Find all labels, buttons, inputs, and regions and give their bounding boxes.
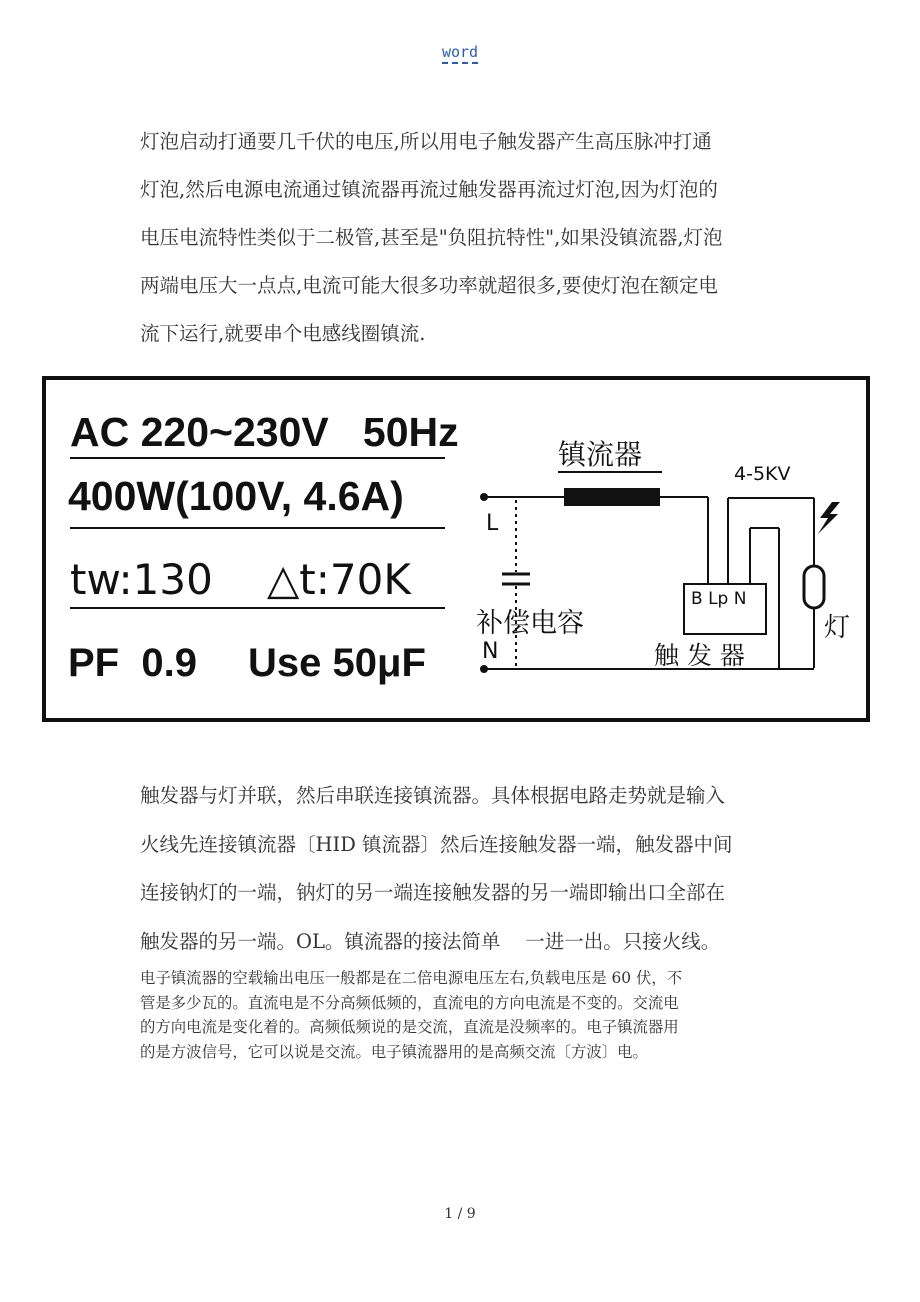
paragraph-2 — [140, 772, 800, 966]
ballast-label: 镇流器 — [558, 438, 643, 471]
terminal-n-label: N — [482, 639, 499, 664]
paragraph-line: 两端电压大一点点,电流可能大很多功率就超很多,要使灯泡在额定电 — [140, 274, 718, 297]
ballast-coil — [564, 488, 660, 506]
spec-pf: PF 0.9 — [68, 641, 197, 685]
paragraph-line: 触发器与灯并联，然后串联连接镇流器。具体根据电路走势就是输入 — [140, 784, 726, 807]
spec-tw: tw:130 — [70, 555, 213, 604]
paragraph-line: 的是方波信号，它可以说是交流。电子镇流器用的是高频交流〔方波〕电。 — [140, 1042, 648, 1061]
voltage-label: 4-5KV — [734, 463, 791, 485]
capacitor-label: 补偿电容 — [476, 608, 584, 639]
header-link[interactable]: word — [442, 43, 478, 64]
lamp-icon — [804, 566, 824, 608]
paragraph-line: 电子镇流器的空载输出电压一般都是在二倍电源电压左右,负载电压是 60 伏，不 — [140, 969, 683, 987]
paragraph-line: 管是多少瓦的。直流电是不分高频低频的，直流电的方向电流是不变的。交流电 — [140, 993, 679, 1012]
spec-power: 400W(100V, 4.6A) — [68, 473, 404, 519]
paragraph-line: 灯泡启动打通要几千伏的电压,所以用电子触发器产生高压脉冲打通 — [140, 130, 712, 153]
paragraph-line: 流下运行,就要串个电感线圈镇流. — [140, 322, 426, 345]
paragraph-1 — [140, 118, 785, 358]
igniter-terminals: B Lp N — [691, 589, 747, 609]
lightning-icon — [818, 502, 840, 534]
paragraph-line: 火线先连接镇流器〔HID 镇流器〕然后连接触发器一端，触发器中间 — [140, 832, 733, 856]
page-header — [0, 42, 920, 61]
paragraph-line: 灯泡,然后电源电流通过镇流器再流过触发器再流过灯泡,因为灯泡的 — [140, 178, 718, 201]
paragraph-line: 触发器的另一端。OL。镇流器的接法简单 一进一出。只接火线。 — [140, 929, 721, 953]
page-number: 1 / 9 — [444, 1206, 476, 1222]
lamp-label: 灯 — [824, 613, 851, 643]
spec-voltage-frequency: AC 220~230V 50Hz — [70, 409, 459, 455]
paragraph-line: 连接钠灯的一端，钠灯的另一端连接触发器的另一端即输出口全部在 — [140, 881, 726, 904]
spec-delta-t: △t:70K — [267, 555, 411, 604]
paragraph-line: 的方向电流是变化着的。高频低频说的是交流，直流是没频率的。电子镇流器用 — [140, 1018, 679, 1036]
paragraph-line: 电压电流特性类似于二极管,甚至是"负阻抗特性",如果没镇流器,灯泡 — [140, 226, 723, 249]
spec-capacitor: Use 50μF — [248, 641, 426, 685]
igniter-label: 触 发 器 — [654, 641, 745, 670]
paragraph-3 — [140, 966, 785, 1064]
terminal-l-label: L — [486, 511, 499, 536]
wiring-diagram — [42, 376, 870, 722]
